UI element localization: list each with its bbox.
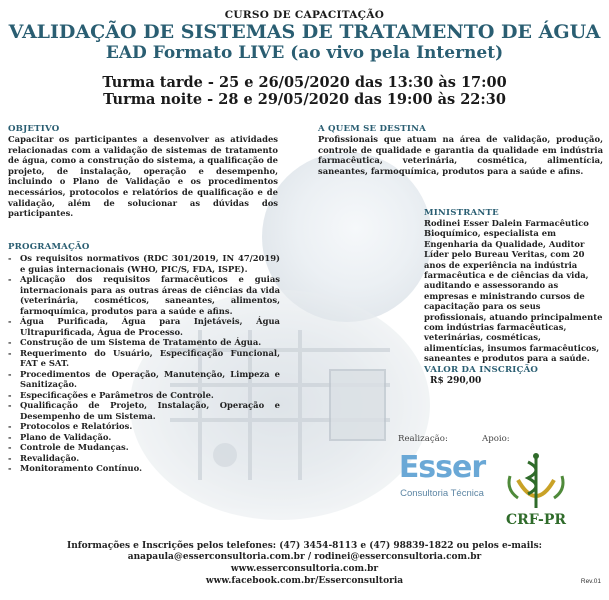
turma-tarde: Turma tarde - 25 e 26/05/2020 das 13:30 às 17:00 — [102, 74, 507, 91]
turma-noite: Turma noite - 28 e 29/05/2020 das 19:00 às 22:30 — [103, 91, 506, 108]
quem-heading: A QUEM SE DESTINA — [318, 124, 426, 134]
list-item: - Construção de um Sistema de Tratamento de Água. — [8, 337, 280, 348]
ministrante-section — [424, 208, 604, 364]
list-item: - Procedimentos de Operação, Manutenção, Limpeza e Sanitização. — [8, 369, 280, 390]
list-item: - Requerimento do Usuário, Especificação Funcional, FAT e SAT. — [8, 348, 280, 369]
esser-logo-name: Esser — [398, 450, 486, 485]
valor-heading: VALOR DA INSCRIÇÃO — [424, 365, 539, 375]
crf-logo-name: CRF-PR — [505, 512, 567, 528]
list-item: - Revalidação. — [8, 453, 280, 464]
list-item: - Qualificação de Projeto, Instalação, Operação e Desempenho de um Sistema. — [8, 400, 280, 421]
realizacao-label: Realização: — [398, 434, 448, 444]
list-item: - Plano de Validação. — [8, 432, 280, 443]
list-item: - Água Purificada, Água para Injetáveis, Água Ultrapurificada, Água de Processo. — [8, 316, 280, 337]
course-label: CURSO DE CAPACITAÇÃO — [224, 9, 385, 21]
esser-logo — [397, 450, 487, 524]
objetivo-heading: OBJETIVO — [8, 124, 60, 134]
list-item: - Protocolos e Relatórios. — [8, 421, 280, 432]
crf-pr-logo — [488, 450, 584, 532]
revision-label: Rev.01 — [580, 578, 601, 585]
course-format: EAD Formato LIVE (ao vivo pela Internet) — [105, 43, 504, 63]
list-item: - Especificações e Parâmetros de Controle. — [8, 390, 280, 401]
programacao-list — [8, 253, 280, 474]
price-value: R$ 290,00 — [430, 376, 482, 386]
contact-emails[interactable]: anapaula@esserconsultoria.com.br / rodinei@esserconsultoria.com.br — [127, 552, 482, 562]
ministrante-heading: MINISTRANTE — [424, 208, 499, 218]
facebook-link[interactable]: www.facebook.com.br/Esserconsultoria — [205, 576, 404, 586]
programacao-heading: PROGRAMAÇÃO — [8, 242, 90, 252]
list-item: - Aplicação dos requisitos farmacêuticos e guias internacionais para as outras áreas de ciências da vida (veterinária, cosméticos, saneantes, alimentos, farmoquímica, produtos para a saúde e afins. — [8, 274, 280, 316]
quem-text: Profissionais que atuam na área de validação, produção, controle de qualidade e garantia da qualidade em indústria farmacêutica, veterinária, cosmética, alimentícia, saneantes, farmoquímica, produtos para a saúde e afins. — [318, 134, 603, 176]
objetivo-text: Capacitar os participantes a desenvolver as atividades relacionadas com a validação de sistemas de tratamento de água, como a construção do sistema, a qualificação de projeto, de instalação, operação e desempenho, incluindo o Plano de Validação e os procedimentos necessários, protocolos e relatórios de qualificação e de validação, além de solucionar as dúvidas dos participantes. — [8, 134, 278, 219]
ministrante-text: Rodinei Esser Dalein Farmacêutico Bioquímico, especialista em Engenharia da Qualidade, Auditor Líder pelo Bureau Veritas, com 20 anos de experiência na indústria farmacêutica e de ciências da vida, auditando e assessorando as empresas e ministrando cursos de capacitação para os seus profissionais, atuando principalmente com indústrias farmacêuticas, veterinárias, cosméticas, alimentícias, insumos farmacêuticos, saneantes e produtos para a saúde. — [424, 218, 603, 364]
list-item: - Controle de Mudanças. — [8, 442, 280, 453]
contact-phones: Informações e Inscrições pelos telefones: (47) 3454-8113 e (47) 98839-1822 ou pelos e-mails: — [67, 541, 542, 551]
list-item: - Os requisitos normativos (RDC 301/2019, IN 47/2019) e guias internacionais (WHO, PIC/S, FDA, ISPE). — [8, 253, 280, 274]
esser-logo-subtitle: Consultoria Técnica — [400, 488, 484, 499]
website-link[interactable]: www.esserconsultoria.com.br — [230, 564, 379, 574]
valor-section — [424, 365, 604, 386]
programacao-section — [8, 242, 280, 474]
quem-se-destina-section — [318, 124, 603, 176]
course-title: VALIDAÇÃO DE SISTEMAS DE TRATAMENTO DE ÁGUA — [8, 21, 601, 43]
caduceus-icon — [488, 450, 584, 512]
list-item: - Monitoramento Contínuo. — [8, 463, 280, 474]
apoio-label: Apoio: — [482, 434, 510, 444]
objetivo-section — [8, 124, 278, 219]
